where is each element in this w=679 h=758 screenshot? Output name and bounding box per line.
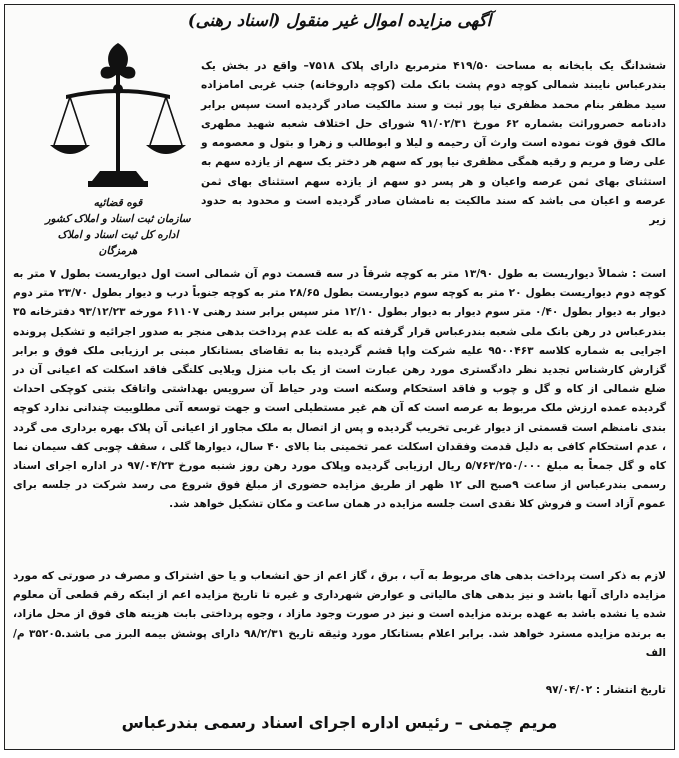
notice-page (4, 4, 675, 750)
judiciary-emblem (43, 35, 193, 261)
signature-line: مریم چمنی – رئیس اداره اجرای اسناد رسمی بندرعباس (121, 713, 558, 732)
notice-title: آگهی مزایده اموال غیر منقول (اسناد رهنی) (187, 11, 492, 30)
body-paragraph-2: است : شمالاً دیواریست به طول ۱۳/۹۰ متر به کوچه شرقاً در سه قسمت دوم آن شمالی است اول دیواریست بطول ۷ متر به کوچه دوم دیواریست بطول ۲۰ متر به کوچه سوم دیواریست بطول ۲۸/۶۵ متر به کوچه جنوباً درب و دیوار بطول ۲۳/۷۰ متر دوم دیوار به دیوار بطول ۰/۴۰ متر سوم دیوار به دیوار بطول ۱۲/۱۰ متر سپس برابر سند رهنی ۶۱۱۰۷ مورخه ۹۳/۱۲/۲۳ دفترخانه ۳۵ بندرعباس در رهن بانک ملی شعبه بندرعباس قرار گرفته که به علت عدم پرداخت بدهی منجر به صدور اجرائیه و تشکیل پرونده اجرایی به شماره کلاسه ۹۵۰۰۴۶۳ علیه شرکت واپا قشم گردیده بنا به تقاضای بستانکار مبنی بر ارزیابی ملک فوق و برابر گزارش کارشناس تجدید نظر دادگستری مورد رهن عبارت است از یک باب منزل ویلایی کلنگی فاقد اسکلت که اعیانی آن در ضلع شمالی از کاه و گل و چوب و فاقد استحکام وسکنه است ودر حیاط آن سرویس بهداشتی واتاقک بتنی کوچکی احداث گردیده عمده ارزش ملک مربوط به عرصه است که آن هم غیر مستطیلی است و جهت توسعه آتی مطلوبیت چندانی ندارد کوچه بندی نامنظم است قسمتی از دیوار غربی تخریب گردیده و پس از اتصال به ملک مجاور از اعیانی آن پلاک بهره برداری می گردد ، عدم استحکام کافی به دلیل قدمت وفقدان اسکلت عمر تخمینی بنا بالای ۴۰ سال، دیوارها گلی ، سقف چوبی کف سیمان نما کاه و گل جمعاً به مبلغ ۵/۷۶۳/۲۵۰/۰۰۰ ریال ارزیابی گردیده وپلاک مورد رهن روز شنبه مورخ ۹۷/۰۴/۲۳ در اداره اجرای اسناد رسمی بندرعباس از ساعت ۹صبح الی ۱۲ ظهر از طریق مزایده حضوری از مبلغ فوق شروع می رسد شرکت در جلسه برای عموم آزاد است و فروش کلا نقدی است جلسه مزایده در همان ساعت و مکان تشکیل خواهد شد. (13, 268, 667, 511)
publish-date: تاریخ انتشار : ۹۷/۰۴/۰۲ (545, 684, 666, 696)
org-line-1: قوه قضائیه (93, 197, 143, 209)
org-line-2: سازمان ثبت اسناد و املاک کشور (45, 213, 191, 225)
org-line-3: اداره کل ثبت اسناد و املاک هرمزگان (57, 229, 179, 257)
body-paragraph-3: لازم به ذکر است پرداخت بدهی های مربوط به آب ، برق ، گاز اعم از حق انشعاب و یا حق اشتراک و مصرف در صورتی که مورد مزایده دارای آنها باشد و نیز بدهی های مالیاتی و عوارض شهرداری و غیره تا تاریخ مزایده اعم از اینکه رقم قطعی آن معلوم شده یا نشده باشد به عهده برنده مزایده است و نیز در صورت وجود مازاد ، وجوه پرداختی بابت هزینه های فوق از محل مازاد، به برنده مزایده مسترد خواهد شد. برابر اعلام بستانکار مورد وثیقه تاریخ ۹۸/۲/۳۱ دارای پوشش بیمه البرز می باشد.۳۵۲۰۵ م/الف (13, 570, 666, 659)
scales-of-justice-icon (48, 35, 188, 195)
body-paragraph-1: ششدانگ یک بابخانه به مساحت ۴۱۹/۵۰ مترمربع دارای پلاک ۷۵۱۸– واقع در بخش یک بندرعباس نایبند شمالی کوچه دوم پشت بانک ملت (کوچه داروخانه) جنب غربی امامزاده سید مظفر بنام محمد مظفری نیا پور ثبت و سند مالکیت صادر گردیده است سپس برابر دادنامه حصروراثت بشماره ۶۲ مورخ ۹۱/۰۲/۳۱ شورای حل اختلاف شعبه شهید مطهری مالک فوق فوت نموده است وارث آن رحیمه و لیلا و ابوطالب و زهرا و بتول و معصومه و علی رضا و مریم و رقیه همگی مظفری نیا پور که سهم هر دختر یک سهم از یازده سهم به استثنای بهای ثمن عرصه واعیان و هر پسر دو سهم از یازده سهم استثنای بهای ثمن عرصه و اعیان می باشد که سند مالکیت به نامشان صادر گردیده است و محدود به حدود زیر (201, 60, 667, 227)
